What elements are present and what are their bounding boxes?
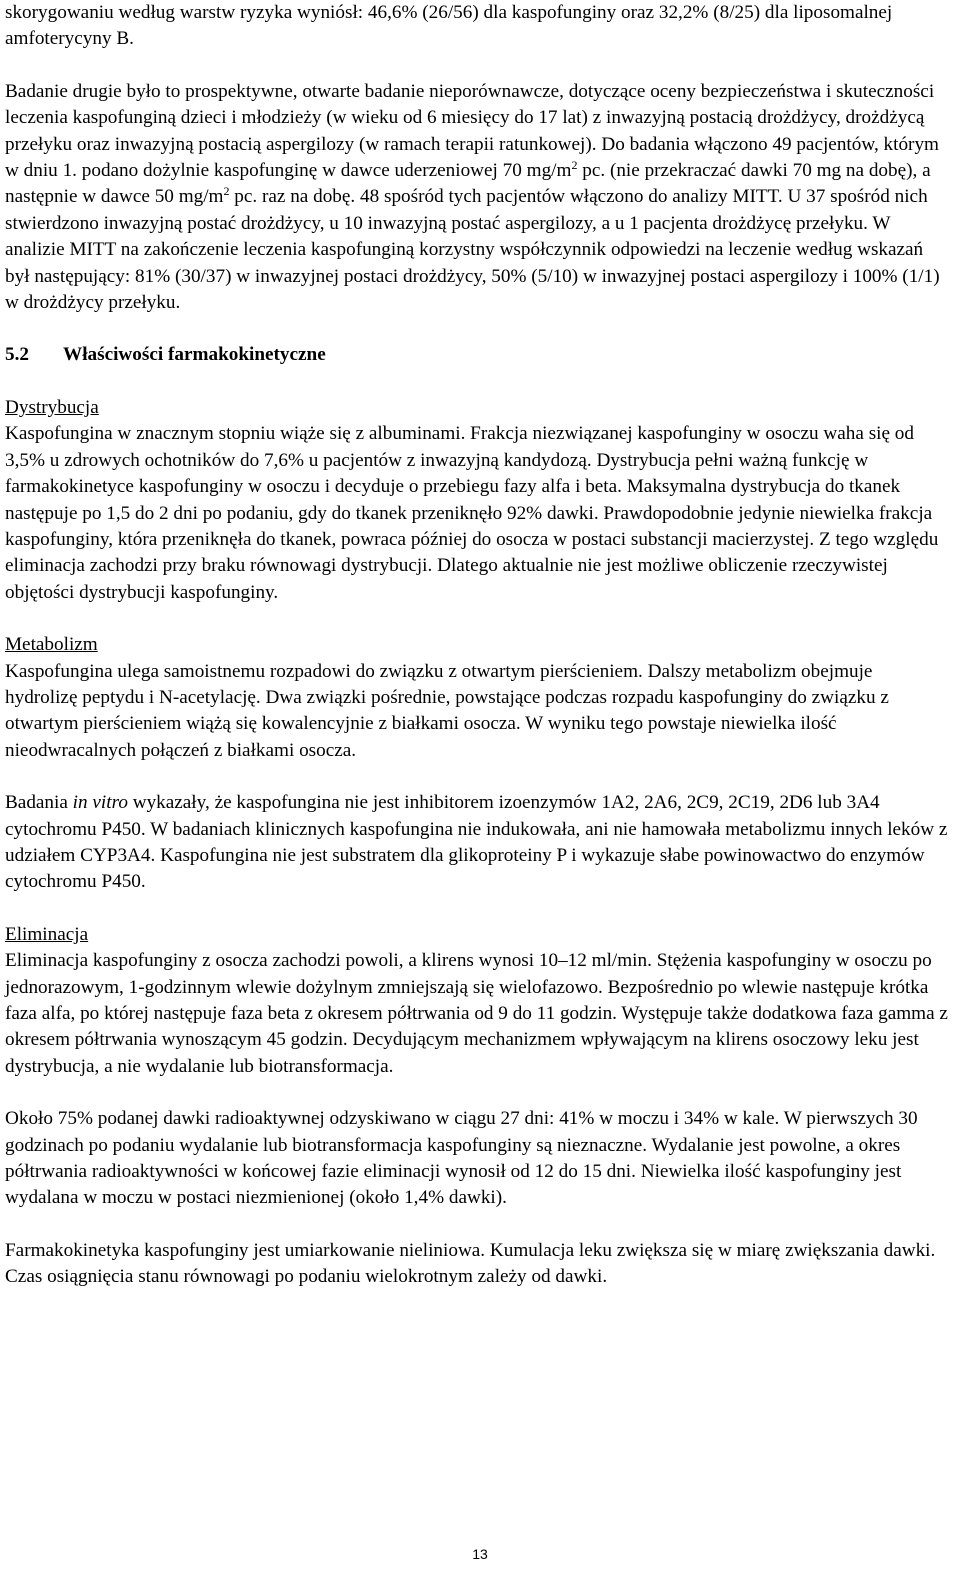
paragraph-second-study (5, 79, 949, 317)
paragraph-elimination-radioactive: Około 75% podanej dawki radioaktywnej odzyskiwano w ciągu 27 dni: 41% w moczu i 34% w kale. W pierwszych 30 godzinach po podaniu wydalanie lub biotransformacja kaspofunginy są nieznaczne. Wydalanie jest powolne, a okres półtrwania radioaktywności w końcowej fazie eliminacji wynosił od 12 do 15 dni. Niewielka ilość kaspofunginy jest wydalana w moczu w postaci niezmienionej (około 1,4% dawki). (5, 1108, 918, 1209)
paragraph-distribution: Kaspofungina w znacznym stopniu wiąże się z albuminami. Frakcja niezwiązanej kaspofunginy w osoczu waha się od 3,5% u zdrowych ochotników do 7,6% u pacjentów z inwazyjną kandydozą. Dystrybucja pełni ważną funkcję w farmakokinetyce kaspofunginy w osoczu i decyduje o przebiegu fazy alfa i beta. Maksymalna dystrybucja do tkanek następuje po 1,5 do 2 dni po podaniu, gdy do tkanek przeniknęło 92% dawki. Prawdopodobnie jedynie niewielka frakcja kaspofunginy, która przeniknęła do tkanek, powraca później do osocza w postaci substancji macierzystej. Z tego względu eliminacja zachodzi przy braku równowagi dystrybucji. Dlatego aktualnie nie jest możliwe obliczenie rzeczywistej objętości dystrybucji kaspofunginy. (5, 423, 939, 603)
spacer (5, 53, 949, 79)
page-number: 13 (472, 1546, 488, 1562)
section-title: Właściwości farmakokinetyczne (63, 344, 326, 366)
subheading-elimination: Eliminacja (5, 923, 89, 945)
subheading-metabolism: Metabolizm (5, 634, 98, 656)
spacer (5, 316, 949, 342)
paragraph-second-study-part-1: Badanie drugie było to prospektywne, otwarte badanie nieporównawcze, dotyczące oceny bezpieczeństwa i skuteczności leczenia kaspofunginą dzieci i młodzieży (w wieku od 6 miesięcy do 17 lat) z inwazyjną postacią drożdżycy, drożdżycą przełyku oraz inwazyjną postacią aspergilozy (w ramach terapii ratunkowej). Do badania włączono 49 pacjentów, którym w dniu 1. podano dożylnie kaspofunginę w dawce uderzeniowej 70 mg/m (5, 80, 939, 182)
subheading-distribution: Dystrybucja (5, 396, 99, 418)
spacer (5, 1212, 949, 1238)
spacer (5, 606, 949, 632)
paragraph-second-study-part-3: pc. raz na dobę. 48 spośród tych pacjentów włączono do analizy MITT. U 37 spośród nich stwierdzono inwazyjną postać drożdżycy, u 10 inwazyjną postać aspergilozy, a u 1 pacjenta drożdżycę przełyku. W analizie MITT na zakończenie leczenia kaspofunginą korzystny współczynnik odpowiedzi na leczenie według wskazań był następujący: 81% (30/37) w inwazyjnej postaci drożdżycy, 50% (5/10) w inwazyjnej postaci aspergilozy i 100% (1/1) w drożdżycy przełyku. (5, 186, 940, 314)
paragraph-part: Badania (5, 792, 73, 814)
italic-in-vitro: in vitro (72, 792, 128, 814)
section-heading (5, 342, 949, 368)
paragraph-metabolism-in-vitro (5, 790, 949, 896)
superscript-2: 2 (223, 184, 230, 199)
superscript-2: 2 (571, 158, 578, 173)
spacer (5, 764, 949, 790)
spacer (5, 896, 949, 922)
paragraph-second-study-part-2: pc. (nie przekraczać dawki 70 mg na dobę), a następnie w dawce 50 mg/m (5, 160, 931, 208)
section-number: 5.2 (5, 344, 29, 366)
paragraph-pharmacokinetics-nonlinear: Farmakokinetyka kaspofunginy jest umiarkowanie nieliniowa. Kumulacja leku zwiększa się w miarę zwiększania dawki. Czas osiągnięcia stanu równowagi po podaniu wielokrotnym zależy od dawki. (5, 1239, 936, 1288)
paragraph-metabolism: Kaspofungina ulega samoistnemu rozpadowi do związku z otwartym pierścieniem. Dalszy metabolizm obejmuje hydrolizę peptydu i N-acetylację. Dwa związki pośrednie, powstające podczas rozpadu kaspofunginy do związku z otwartym pierścieniem wiążą się kowalencyjnie z białkami osocza. W wyniku tego powstaje niewielka ilość nieodwracalnych połączeń z białkami osocza. (5, 660, 889, 761)
paragraph-elimination: Eliminacja kaspofunginy z osocza zachodzi powoli, a klirens wynosi 10–12 ml/min. Stężenia kaspofunginy w osoczu po jednorazowym, 1-godzinnym wlewie dożylnym zmniejszają się wielofazowo. Bezpośrednio po wlewie następuje krótka faza alfa, po której następuje faza beta z okresem półtrwania od 9 do 11 godzin. Występuje także dodatkowa faza gamma z okresem półtrwania wynoszącym 45 godzin. Decydującym mechanizmem wpływającym na klirens osoczowy leku jest dystrybucja, a nie wydalanie lub biotransformacja. (5, 950, 948, 1077)
paragraph-results-continued: skorygowaniu według warstw ryzyka wyniósł: 46,6% (26/56) dla kaspofunginy oraz 32,2% (8/25) dla liposomalnej amfoterycyny B. (5, 2, 893, 50)
spacer (5, 1080, 949, 1106)
document-page (5, 0, 949, 1291)
paragraph-part: wykazały, że kaspofungina nie jest inhibitorem izoenzymów 1A2, 2A6, 2C9, 2C19, 2D6 lub 3A4 cytochromu P450. W badaniach klinicznych kaspofungina nie indukowała, ani nie hamowała metabolizmu innych leków z udziałem CYP3A4. Kaspofungina nie jest substratem dla glikoproteiny P i wykazuje słabe powinowactwo do enzymów cytochromu P450. (5, 792, 948, 893)
spacer (5, 369, 949, 395)
